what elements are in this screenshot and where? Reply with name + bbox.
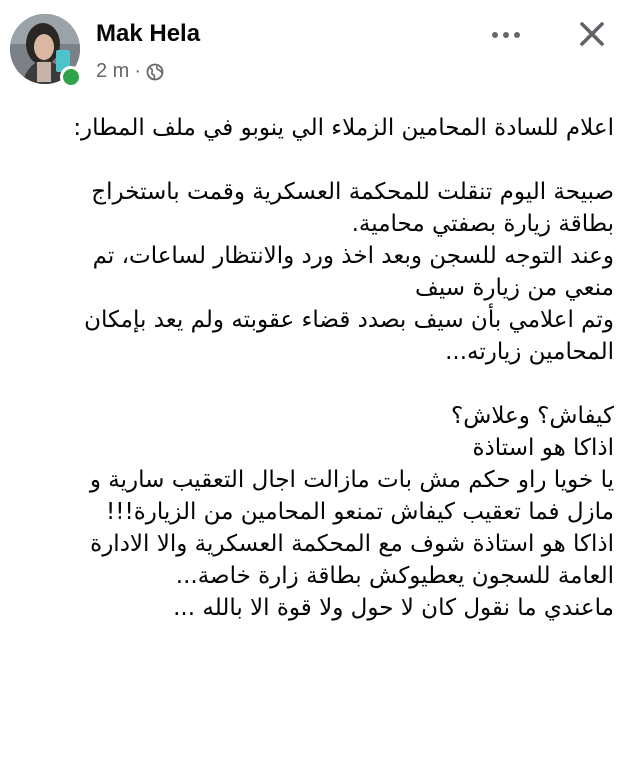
post-text-line: وعند التوجه للسجن وبعد اخذ ورد والانتظار لساعات، تم [92, 243, 614, 269]
close-icon [579, 21, 605, 47]
post-header [0, 0, 625, 100]
close-button[interactable] [572, 14, 612, 54]
post-text-line: كيفاش؟ وعلاش؟ [451, 403, 614, 429]
online-status-dot [60, 66, 82, 88]
post-text-line: وتم اعلامي بأن سيف بصدد قضاء عقوبته ولم يعد بإمكان [84, 307, 614, 333]
blank-line [26, 144, 614, 176]
post-text-line: بطاقة زيارة بصفتي محامية. [351, 211, 614, 237]
post-text-line: صبيحة اليوم تنقلت للمحكمة العسكرية وقمت باستخراج [91, 179, 614, 205]
post-text-line: اذاكا هو استاذة [472, 435, 614, 461]
post-text-line: يا خويا راو حكم مش بات مازالت اجال التعقيب سارية و [89, 467, 614, 493]
globe-icon[interactable] [146, 63, 164, 81]
post-text-line: اعلام للسادة المحامين الزملاء الي ينوبو في ملف المطار: [73, 115, 614, 141]
post-text-line: منعي من زيارة سيف [415, 275, 614, 301]
meta-separator: · [134, 60, 142, 82]
post-text-line: العامة للسجون يعطيوكش بطاقة زارة خاصة... [175, 563, 614, 589]
post-text-line: المحامين زيارته... [445, 339, 614, 365]
more-horizontal-icon [491, 31, 521, 39]
post-text-line: اذاكا هو استاذة شوف مع المحكمة العسكرية والا الادارة [90, 531, 614, 557]
post-time[interactable]: 2 m [96, 60, 130, 82]
more-options-button[interactable] [486, 18, 526, 52]
post-text-line: مازل فما تعقيب كيفاش تمنعو المحامين من الزيارة!!! [106, 499, 614, 525]
author-name[interactable]: Mak Hela [96, 20, 201, 47]
post-text [26, 112, 614, 624]
post-text-line: ماعندي ما نقول كان لا حول ولا قوة الا بالله ... [173, 595, 614, 621]
blank-line [26, 368, 614, 400]
post-meta [96, 60, 164, 83]
